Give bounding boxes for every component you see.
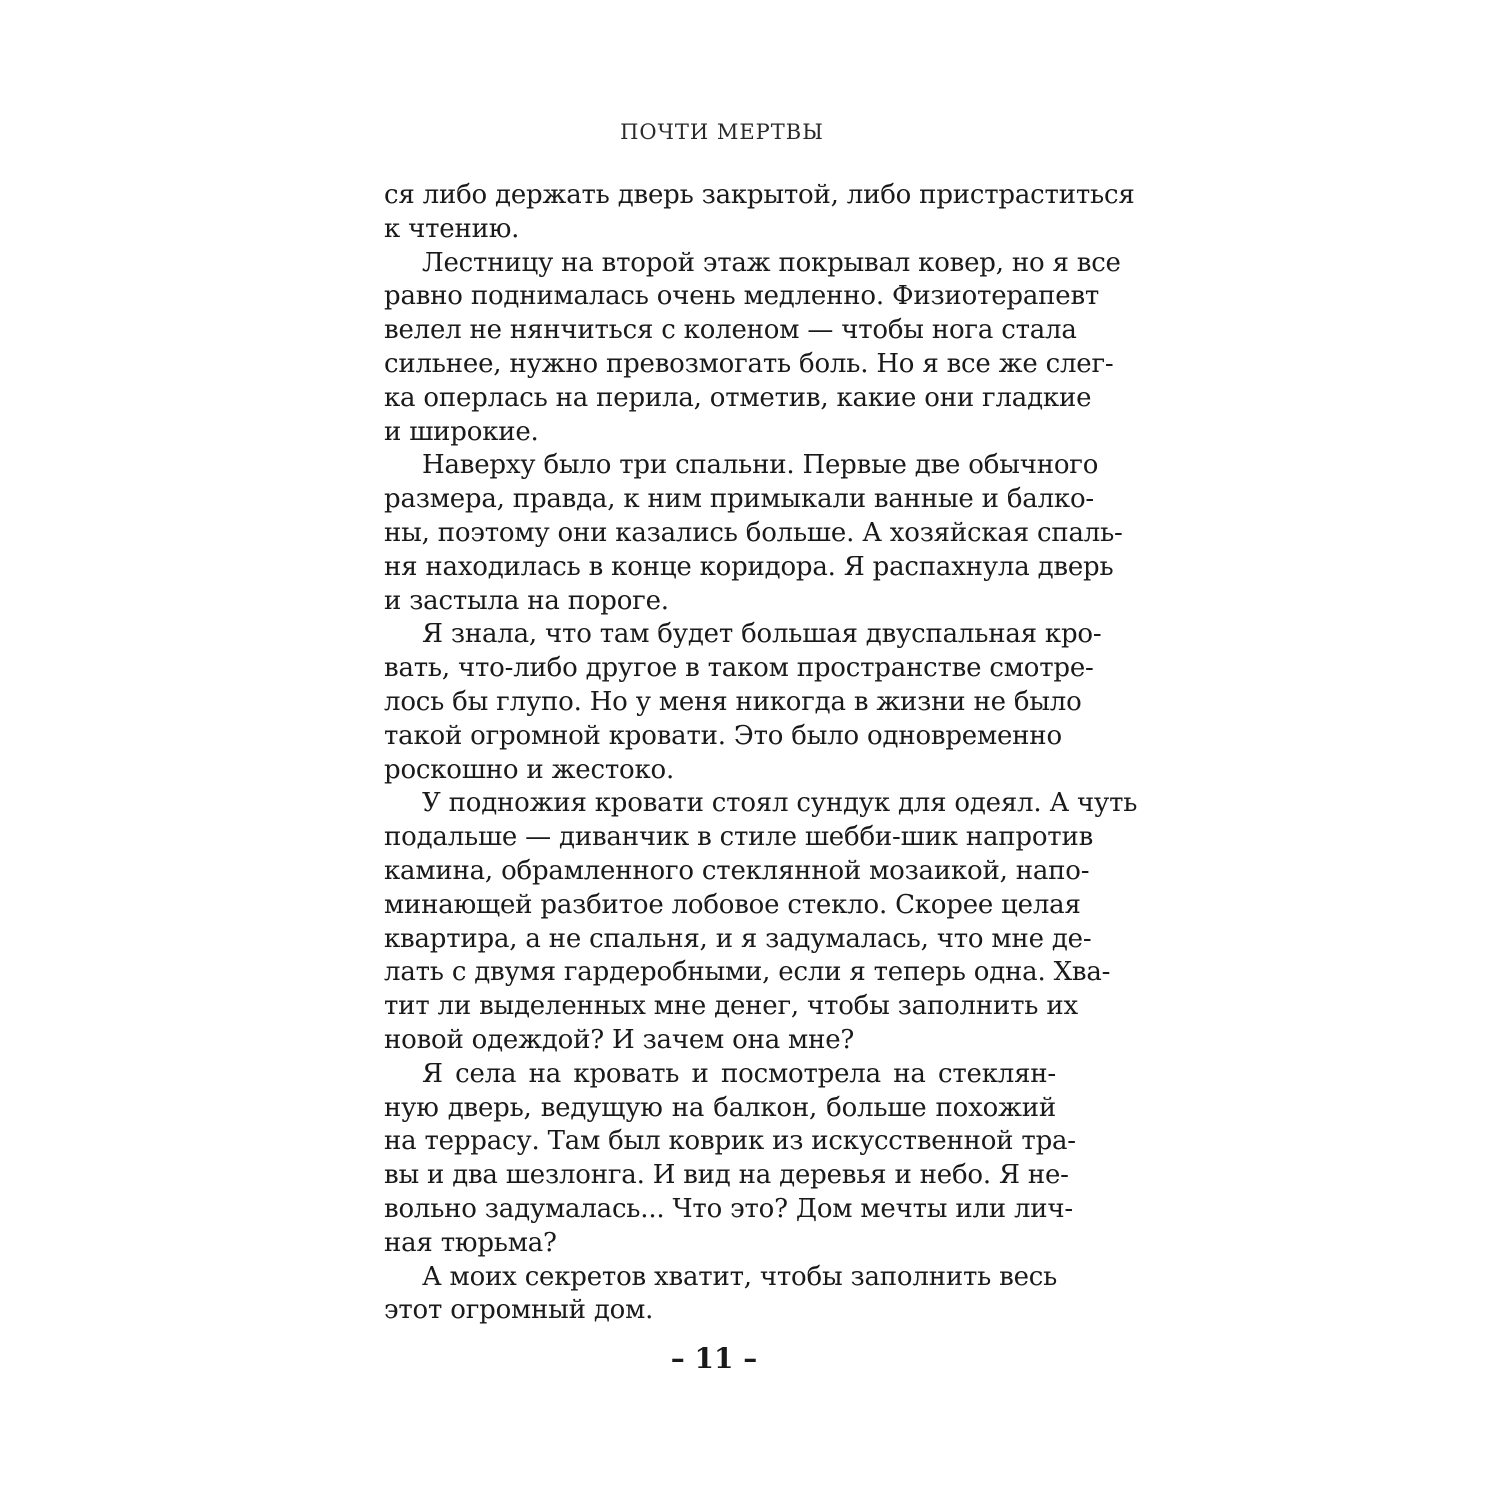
text-line: Я села на кровать и посмотрела на стеклян- bbox=[422, 1058, 1056, 1089]
text-line: Я знала, что там будет большая двуспальная кро- bbox=[422, 619, 1102, 650]
text-line: ня находилась в конце коридора. Я распахнула дверь bbox=[384, 551, 1114, 582]
text-line: подальше — диванчик в стиле шебби-шик напротив bbox=[384, 822, 1094, 853]
text-line: У подножия кровати стоял сундук для одеял. А чуть bbox=[422, 788, 1138, 819]
text-line: квартира, а не спальня, и я задумалась, что мне де- bbox=[384, 923, 1092, 954]
text-line: ка оперлась на перила, отметив, какие они гладкие bbox=[384, 382, 1092, 413]
text-line: вольно задумалась... Что это? Дом мечты или лич- bbox=[384, 1193, 1073, 1224]
text-line: и застыла на пороге. bbox=[384, 585, 669, 616]
text-line: размера, правда, к ним примыкали ванные и балко- bbox=[384, 484, 1094, 515]
text-line: лось бы глупо. Но у меня никогда в жизни не было bbox=[384, 686, 1082, 717]
text-line: роскошно и жестоко. bbox=[384, 754, 675, 785]
text-line: Наверху было три спальни. Первые две обычного bbox=[422, 450, 1099, 481]
text-line: Лестницу на второй этаж покрывал ковер, но я все bbox=[422, 247, 1121, 278]
text-line: ная тюрьма? bbox=[384, 1227, 557, 1258]
text-line: новой одеждой? И зачем она мне? bbox=[384, 1024, 855, 1055]
text-line: и широкие. bbox=[384, 416, 539, 447]
text-line: сильнее, нужно превозмогать боль. Но я все же слег- bbox=[384, 348, 1114, 379]
text-line: этот огромный дом. bbox=[384, 1295, 654, 1326]
text-line: ся либо держать дверь закрытой, либо пристраститься bbox=[384, 180, 1135, 210]
text-line: вы и два шезлонга. И вид на деревья и небо. Я не- bbox=[384, 1160, 1069, 1191]
text-line: тит ли выделенных мне денег, чтобы заполнить их bbox=[384, 991, 1078, 1022]
text-line: вать, что-либо другое в таком пространстве смотре- bbox=[384, 653, 1094, 684]
running-head: ПОЧТИ МЕРТВЫ bbox=[620, 120, 824, 144]
text-line: равно поднималась очень медленно. Физиотерапевт bbox=[384, 281, 1100, 312]
text-line: минающей разбитое лобовое стекло. Скорее целая bbox=[384, 889, 1081, 920]
text-line: к чтению. bbox=[384, 213, 520, 244]
text-line: камина, обрамленного стеклянной мозаикой, напо- bbox=[384, 855, 1090, 886]
text-line: такой огромной кровати. Это было одновременно bbox=[384, 720, 1062, 751]
page-number: – 11 – bbox=[670, 1342, 758, 1375]
text-line: велел не нянчиться с коленом — чтобы нога стала bbox=[384, 315, 1077, 346]
text-line: на террасу. Там был коврик из искусственной тра- bbox=[384, 1126, 1076, 1157]
text-line: ную дверь, ведущую на балкон, больше похожий bbox=[384, 1092, 1056, 1123]
text-line: ны, поэтому они казались больше. А хозяйская спаль- bbox=[384, 517, 1123, 548]
text-line: А моих секретов хватит, чтобы заполнить весь bbox=[422, 1261, 1058, 1292]
body-text bbox=[384, 179, 1138, 1328]
text-line: лать с двумя гардеробными, если я теперь одна. Хва- bbox=[384, 957, 1111, 988]
